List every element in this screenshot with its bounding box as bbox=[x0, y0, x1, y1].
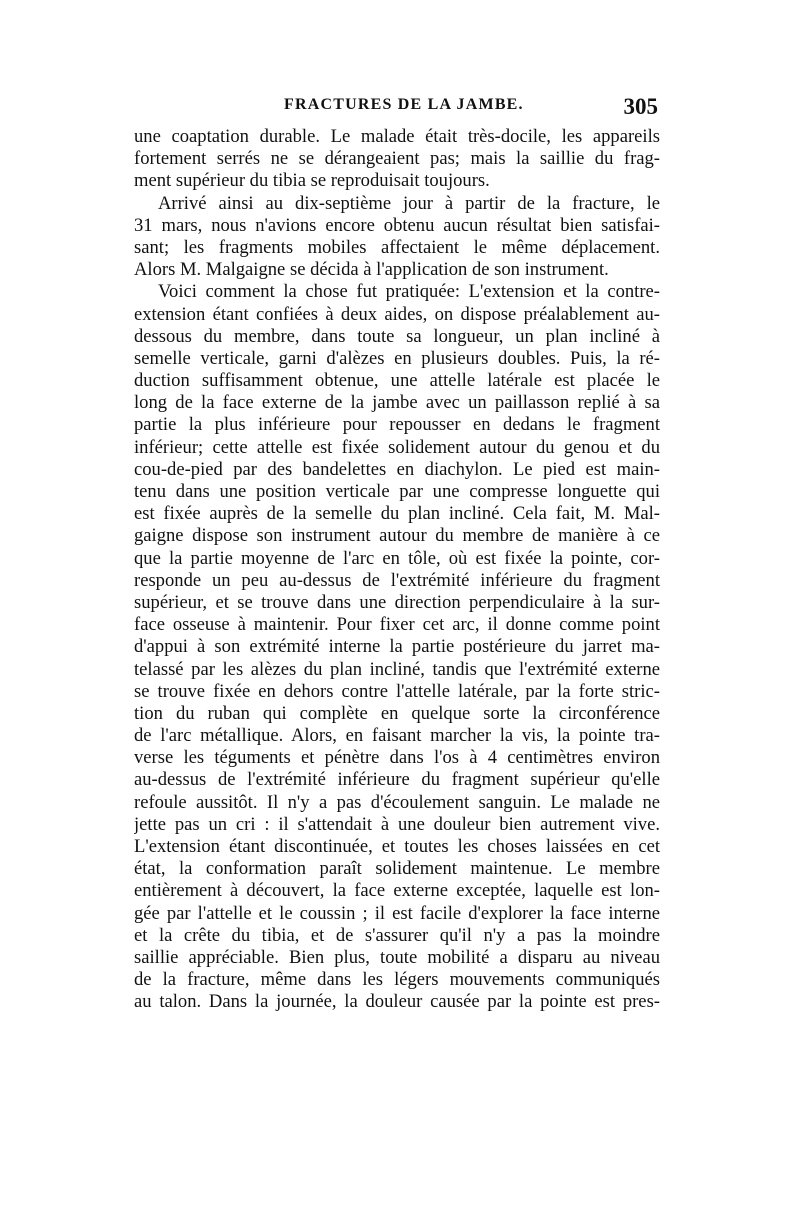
text-line: se trouve fixée en dehors contre l'attelle latérale, par la forte stric- bbox=[134, 680, 660, 702]
text-line: gée par l'attelle et le coussin ; il est facile d'explorer la face interne bbox=[134, 902, 660, 924]
body-text bbox=[134, 126, 660, 1014]
text-line: verse les téguments et pénètre dans l'os à 4 centimètres environ bbox=[134, 747, 660, 769]
text-line: Voici comment la chose fut pratiquée: L'extension et la contre- bbox=[158, 281, 660, 303]
text-line: sant; les fragments mobiles affectaient le même déplacement. bbox=[134, 236, 660, 258]
text-line: face osseuse à maintenir. Pour fixer cet arc, il donne comme point bbox=[134, 614, 660, 636]
running-title: FRACTURES DE LA JAMBE. bbox=[284, 96, 524, 113]
text-line: d'appui à son extrémité interne la partie postérieure du jarret ma- bbox=[134, 636, 660, 658]
text-line: de la fracture, même dans les légers mouvements communiqués bbox=[134, 969, 660, 991]
text-line: au-dessus de l'extrémité inférieure du fragment supérieur qu'elle bbox=[134, 769, 660, 791]
text-line: inférieur; cette attelle est fixée solidement autour du genou et du bbox=[134, 436, 660, 458]
text-line: entièrement à découvert, la face externe exceptée, laquelle est lon- bbox=[134, 880, 660, 902]
text-line: gaigne dispose son instrument autour du membre de manière à ce bbox=[134, 525, 660, 547]
text-line: long de la face externe de la jambe avec un paillasson replié à sa bbox=[134, 392, 660, 414]
text-line: telassé par les alèzes du plan incliné, tandis que l'extrémité externe bbox=[134, 658, 660, 680]
text-line: duction suffisamment obtenue, une attelle latérale est placée le bbox=[134, 370, 660, 392]
text-line: saillie appréciable. Bien plus, toute mobilité a disparu au niveau bbox=[134, 946, 660, 968]
text-line: tenu dans une position verticale par une compresse longuette qui bbox=[134, 481, 660, 502]
text-line: 31 mars, nous n'avions encore obtenu aucun résultat bien satisfai- bbox=[134, 214, 660, 236]
text-line: supérieur, et se trouve dans une direction perpendiculaire à la sur- bbox=[134, 591, 660, 613]
text-line: une coaptation durable. Le malade était très-docile, les appareils bbox=[134, 126, 660, 147]
text-line: refoule aussitôt. Il n'y a pas d'écoulement sanguin. Le malade ne bbox=[134, 791, 660, 813]
text-line: fortement serrés ne se dérangeaient pas; mais la saillie du frag- bbox=[134, 148, 660, 170]
text-line: et la crête du tibia, et de s'assurer qu'il n'y a pas la moindre bbox=[134, 924, 660, 946]
text-line: au talon. Dans la journée, la douleur causée par la pointe est pres- bbox=[134, 991, 660, 1013]
running-head bbox=[134, 94, 660, 124]
text-line: semelle verticale, garni d'alèzes en plusieurs doubles. Puis, la ré- bbox=[134, 347, 660, 369]
text-line: dessous du membre, dans toute sa longueur, un plan incliné à bbox=[134, 325, 660, 347]
text-line: que la partie moyenne de l'arc en tôle, où est fixée la pointe, cor- bbox=[134, 547, 660, 569]
page-number: 305 bbox=[623, 94, 658, 119]
text-line: L'extension étant discontinuée, et toutes les choses laissées en cet bbox=[134, 836, 660, 857]
text-line: extension étant confiées à deux aides, on dispose préalablement au- bbox=[134, 303, 660, 325]
text-line: ment supérieur du tibia se reproduisait toujours. bbox=[134, 170, 490, 192]
text-line: de l'arc métallique. Alors, en faisant marcher la vis, la pointe tra- bbox=[134, 725, 660, 747]
text-line: responde un peu au-dessus de l'extrémité inférieure du fragment bbox=[134, 569, 660, 591]
text-line: jette pas un cri : il s'attendait à une douleur bien autrement vive. bbox=[134, 813, 660, 835]
text-line: partie la plus inférieure pour repousser en dedans le fragment bbox=[134, 414, 660, 436]
text-line: Alors M. Malgaigne se décida à l'application de son instrument. bbox=[134, 259, 609, 281]
text-line: Arrivé ainsi au dix-septième jour à partir de la fracture, le bbox=[158, 192, 660, 214]
text-line: est fixée auprès de la semelle du plan incliné. Cela fait, M. Mal- bbox=[134, 503, 660, 525]
text-line: état, la conformation paraît solidement maintenue. Le membre bbox=[134, 858, 660, 880]
text-line: cou-de-pied par des bandelettes en diachylon. Le pied est main- bbox=[134, 458, 660, 480]
text-line: tion du ruban qui complète en quelque sorte la circonférence bbox=[134, 702, 660, 724]
